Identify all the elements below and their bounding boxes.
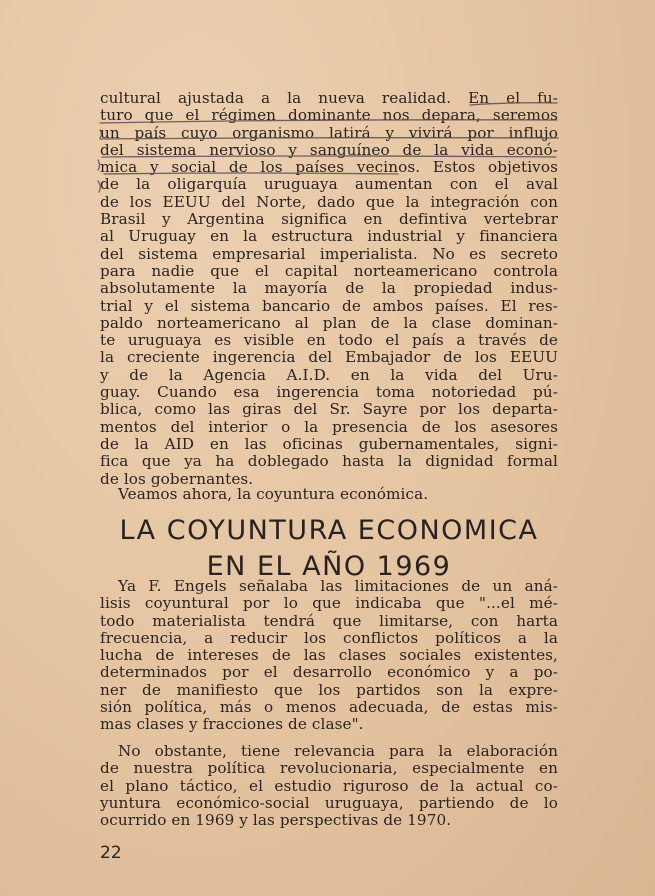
text-line: mica y social de los países vecinos. Estos objetivos bbox=[100, 158, 558, 177]
text-line: cultural ajustada a la nueva realidad. En el fu- bbox=[100, 89, 558, 107]
text-line: yuntura económico-social uruguaya, partiendo de lo bbox=[100, 793, 558, 812]
page-number: 22 bbox=[100, 843, 122, 863]
text-line: te uruguaya es visible en todo el país a través de bbox=[100, 331, 558, 350]
text-line: de la oligarquía uruguaya aumentan con el aval bbox=[100, 175, 558, 194]
text-line: al Uruguay en la estructura industrial y financiera bbox=[100, 227, 558, 246]
paragraph-4 bbox=[100, 743, 558, 829]
text-line: de los gobernantes. bbox=[100, 469, 254, 488]
text-line: de nuestra política revolucionaria, especialmente en bbox=[100, 759, 558, 778]
text-line: guay. Cuando esa ingerencia toma notoriedad pú- bbox=[100, 383, 558, 402]
text-line: trial y el sistema bancario de ambos países. El res- bbox=[100, 296, 558, 315]
text-line: la creciente ingerencia del Embajador de los EEUU bbox=[100, 348, 558, 367]
section-heading-line-2: EN EL AÑO 1969 bbox=[206, 551, 452, 582]
text-line: de los EEUU del Norte, dado que la integración con bbox=[100, 192, 558, 211]
text-line: fica que ya ha doblegado hasta la dignidad formal bbox=[100, 452, 558, 471]
text-line: todo materialista tendrá que limitarse, con harta bbox=[100, 611, 558, 630]
text-line: y de la Agencia A.I.D. en la vida del Uru- bbox=[100, 365, 558, 384]
section-heading-line-1: LA COYUNTURA ECONOMICA bbox=[119, 515, 539, 546]
text-line: mentos del interior o la presencia de los asesores bbox=[100, 417, 558, 436]
text-line: mas clases y fracciones de clase". bbox=[100, 715, 364, 734]
text-line: determinados por el desarrollo económico y a po- bbox=[100, 663, 558, 682]
text-line: ocurrido en 1969 y las perspectivas de 1970. bbox=[100, 811, 452, 830]
text-line: el plano táctico, el estudio riguroso de la actual co- bbox=[100, 776, 558, 795]
text-line: ner de manifiesto que los partidos son la expre- bbox=[100, 680, 558, 699]
text-line: del sistema nervioso y sanguíneo de la vida econó- bbox=[100, 140, 558, 159]
text-line: lucha de intereses de las clases sociales existentes, bbox=[100, 646, 558, 665]
text-line: paldo norteamericano al plan de la clase dominan- bbox=[100, 313, 558, 332]
text-line: Brasil y Argentina significa en defintiva vertebrar bbox=[100, 210, 558, 229]
paragraph-2 bbox=[100, 486, 558, 503]
text-line: para nadie que el capital norteamericano controla bbox=[100, 261, 558, 280]
text-line: Veamos ahora, la coyuntura económica. bbox=[118, 485, 429, 503]
text-line: blica, como las giras del Sr. Sayre por los departa- bbox=[100, 400, 558, 419]
text-line: turo que el régimen dominante nos depara, seremos bbox=[100, 106, 558, 125]
text-line: un país cuyo organismo latirá y vivirá por influjo bbox=[100, 123, 558, 142]
paragraph-3 bbox=[100, 578, 558, 734]
text-line: Ya F. Engels señalaba las limitaciones de un aná- bbox=[118, 577, 558, 595]
text-line: frecuencia, a reducir los conflictos políticos a la bbox=[100, 628, 558, 647]
text-line: absolutamente la mayoría de la propiedad indus- bbox=[100, 279, 558, 298]
text-line: sión política, más o menos adecuada, de estas mis- bbox=[100, 698, 558, 717]
text-line: lisis coyuntural por lo que indicaba que "...el mé- bbox=[100, 594, 558, 613]
text-line: del sistema empresarial imperialista. No es secreto bbox=[100, 244, 558, 263]
text-line: de la AID en las oficinas gubernamentales, signi- bbox=[100, 434, 558, 453]
text-line: No obstante, tiene relevancia para la elaboración bbox=[118, 742, 558, 760]
paragraph-1 bbox=[100, 90, 558, 488]
